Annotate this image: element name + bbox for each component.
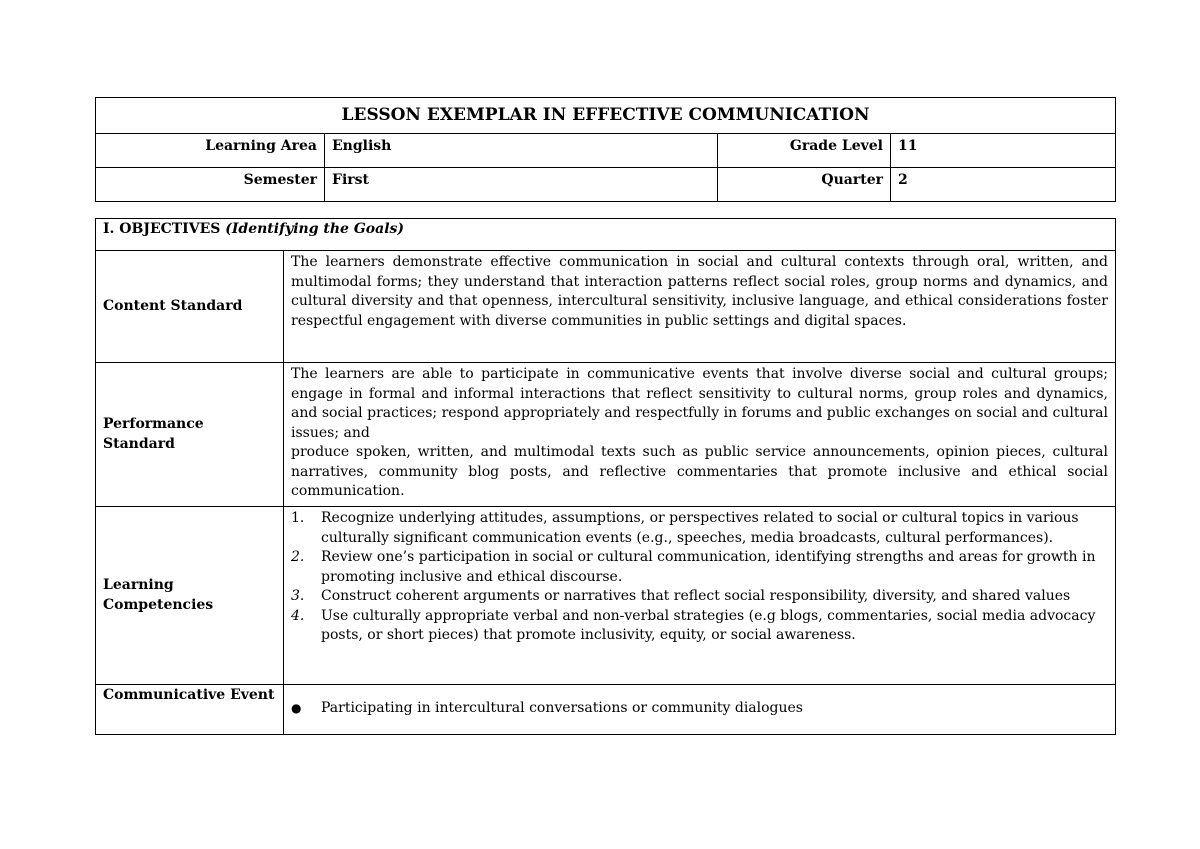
quarter-value: 2 [891,168,1116,202]
learning-area-label: Learning Area [96,134,325,168]
performance-standard-text-1: The learners are able to participate in communicative events that involve diverse social and cultural groups; engage in formal and informal interactions that reflect sensitivity to cultural norms, group roles and dynamics, and social practices; respond appropriately and respectfully in forums and public exchanges on social and cultural issues; and [291,366,1108,441]
communicative-event-label: Communicative Event [96,685,284,735]
content-standard-label: Content Standard [96,251,284,363]
objectives-heading-text: I. OBJECTIVES [103,221,221,237]
performance-standard-label: Performance Standard [96,363,284,507]
list-item [291,548,1108,587]
performance-standard-cell [284,363,1116,507]
learning-competencies-cell [284,507,1116,685]
objectives-heading-note: (Identifying the Goals) [225,221,405,237]
bullet-icon: ● [291,700,302,715]
lesson-title: LESSON EXEMPLAR IN EFFECTIVE COMMUNICATION [96,98,1116,134]
objectives-heading [96,219,1116,251]
list-item-text: Construct coherent arguments or narratives that reflect social responsibility, diversity, and shared values [321,588,1071,604]
lesson-header-table [95,97,1116,202]
list-item-text: Recognize underlying attitudes, assumptions, or perspectives related to social or cultural topics in various culturally significant communication events (e.g., speeches, media broadcasts, cultural performances). [321,510,1079,546]
content-standard-text: The learners demonstrate effective communication in social and cultural contexts through oral, written, and multimodal forms; they understand that interaction patterns reflect social roles, group norms and dynamics, and cultural diversity and that openness, intercultural sensitivity, inclusive language, and ethical considerations foster respectful engagement with diverse communities in public settings and digital spaces. [284,251,1116,363]
list-item [291,607,1108,646]
list-item-text: Participating in intercultural conversations or community dialogues [321,699,803,716]
performance-standard-text-2: produce spoken, written, and multimodal texts such as public service announcements, opinion pieces, cultural narratives, community blog posts, and reflective commentaries that promote inclusive and ethical social communication. [291,444,1108,499]
grade-level-value: 11 [891,134,1116,168]
list-item-number: 1. [291,510,305,526]
list-item-number: 4. [291,607,305,624]
list-item [291,699,1108,719]
semester-label: Semester [96,168,325,202]
objectives-table [95,218,1116,735]
communicative-event-cell [284,685,1116,735]
list-item-text: Use culturally appropriate verbal and non-verbal strategies (e.g blogs, commentaries, social media advocacy posts, or short pieces) that promote inclusivity, equity, or social awareness. [321,607,1096,643]
list-item [291,587,1108,607]
learning-area-value: English [325,134,718,168]
learning-competencies-label: Learning Competencies [96,507,284,685]
communicative-events-list [291,699,1108,719]
quarter-label: Quarter [718,168,891,202]
semester-value: First [325,168,718,202]
list-item-number: 3. [291,588,305,604]
list-item [291,509,1108,548]
list-item-number: 2. [291,549,305,565]
competencies-list [291,509,1108,646]
list-item-text: Review one’s participation in social or cultural communication, identifying strengths and areas for growth in promoting inclusive and ethical discourse. [321,549,1096,585]
grade-level-label: Grade Level [718,134,891,168]
